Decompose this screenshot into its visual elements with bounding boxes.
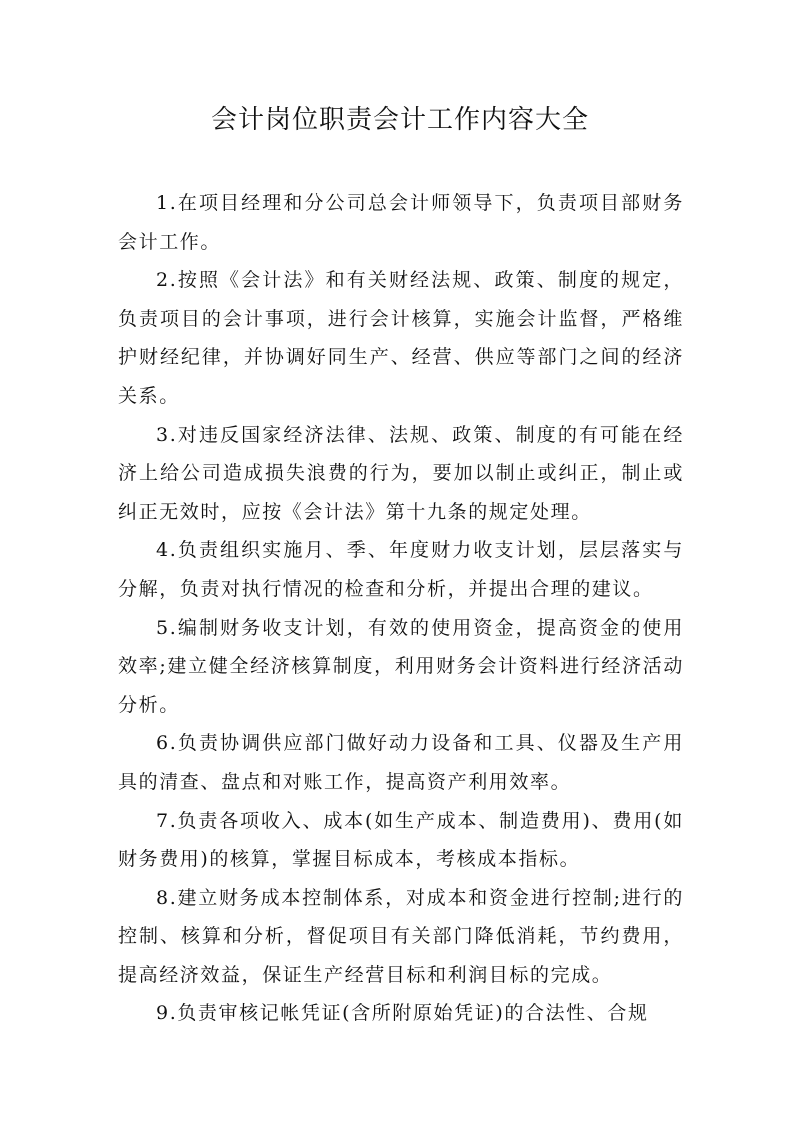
paragraph-9: 9.负责审核记帐凭证(含所附原始凭证)的合法性、合规 — [156, 1002, 649, 1025]
paragraph-2: 2.按照《会计法》和有关财经法规、政策、制度的规定，负责项目的会计事项，进行会计核算，实施会计监督，严格维护财经纪律，并协调好同生产、经营、供应等部门之间的经济关系。 — [118, 269, 684, 407]
paragraph-4: 4.负责组织实施月、季、年度财力收支计划，层层落实与分解，负责对执行情况的检查和分析，并提出合理的建议。 — [118, 539, 684, 600]
paragraph-7: 7.负责各项收入、成本(如生产成本、制造费用)、费用(如财务费用)的核算，掌握目标成本，考核成本指标。 — [118, 809, 684, 871]
paragraph-6: 6.负责协调供应部门做好动力设备和工具、仪器及生产用具的清查、盘点和对账工作，提高资产利用效率。 — [118, 732, 684, 793]
paragraph-5: 5.编制财务收支计划，有效的使用资金，提高资金的使用效率;建立健全经济核算制度，利用财务会计资料进行经济活动分析。 — [118, 616, 684, 716]
document-body — [118, 184, 684, 1033]
paragraph-3: 3.对违反国家经济法律、法规、政策、制度的有可能在经济上给公司造成损失浪费的行为，要加以制止或纠正，制止或纠正无效时，应按《会计法》第十九条的规定处理。 — [118, 423, 684, 523]
page-title: 会计岗位职责会计工作内容大全 — [210, 105, 589, 135]
paragraph-1: 1.在项目经理和分公司总会计师领导下，负责项目部财务会计工作。 — [118, 192, 684, 253]
paragraph-8: 8.建立财务成本控制体系，对成本和资金进行控制;进行的控制、核算和分析，督促项目有关部门降低消耗，节约费用，提高经济效益，保证生产经营目标和利润目标的完成。 — [118, 886, 684, 986]
